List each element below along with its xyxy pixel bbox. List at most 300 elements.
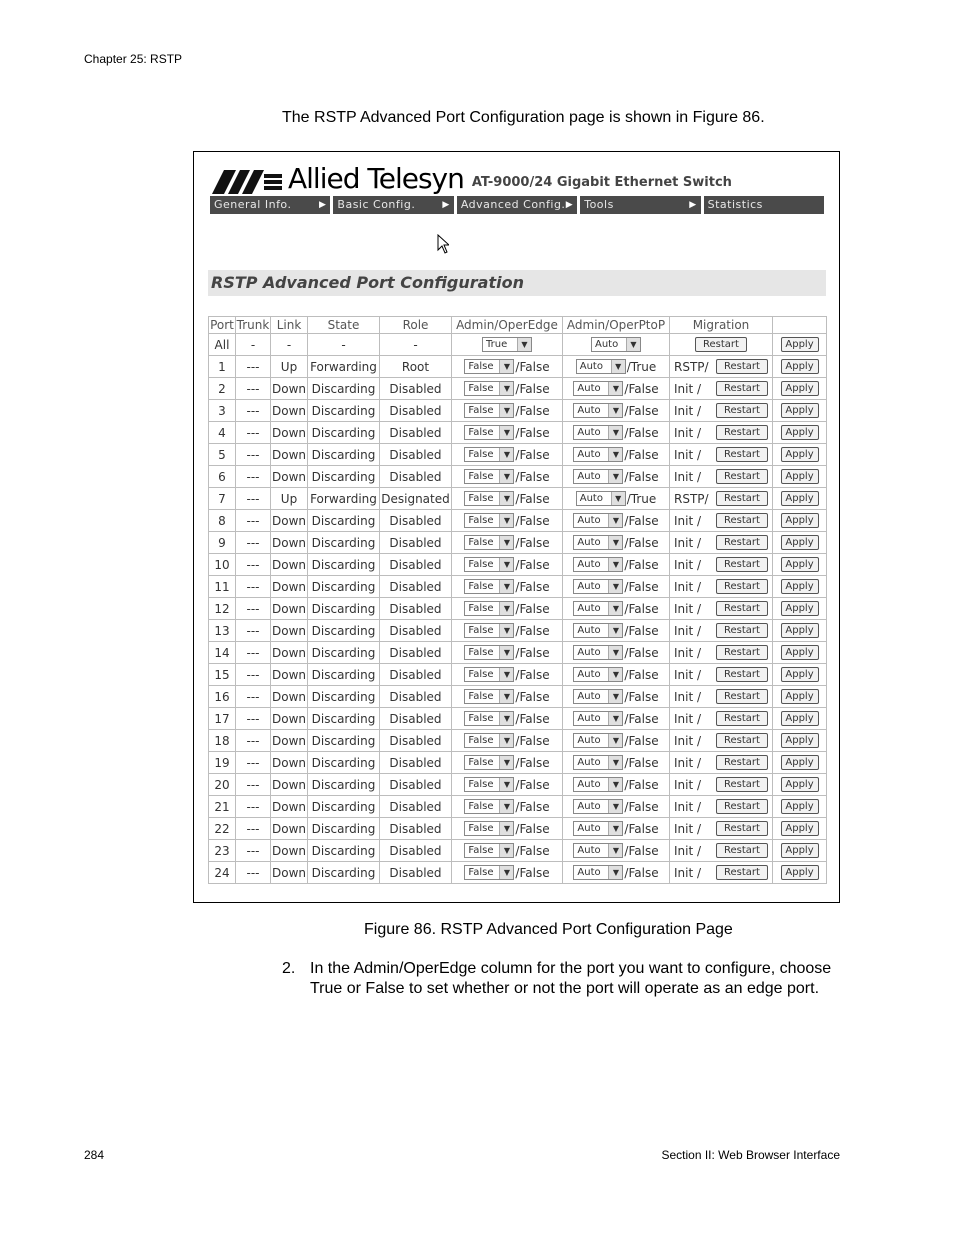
edge-select[interactable]: False ▼ bbox=[464, 623, 514, 638]
dropdown-arrow-icon: ▼ bbox=[608, 624, 622, 637]
edge-select[interactable]: False ▼ bbox=[464, 667, 514, 682]
restart-button[interactable]: Restart bbox=[716, 447, 768, 462]
table-row bbox=[209, 598, 827, 620]
edge-select[interactable]: False ▼ bbox=[464, 425, 514, 440]
apply-button[interactable]: Apply bbox=[781, 403, 819, 418]
state-cell: Discarding bbox=[308, 620, 380, 642]
role-cell: Disabled bbox=[380, 840, 452, 862]
oper-ptop-value: /False bbox=[624, 843, 659, 858]
dropdown-arrow-icon: ▼ bbox=[499, 822, 513, 835]
role-cell: Disabled bbox=[380, 752, 452, 774]
role-cell: Designated bbox=[380, 488, 452, 510]
apply-button[interactable]: Apply bbox=[781, 755, 819, 770]
trunk-cell: --- bbox=[236, 774, 271, 796]
table-row bbox=[209, 466, 827, 488]
table-row bbox=[209, 510, 827, 532]
state-cell: Discarding bbox=[308, 532, 380, 554]
trunk-cell: --- bbox=[236, 356, 271, 378]
restart-button[interactable]: Restart bbox=[716, 469, 768, 484]
link-cell: Down bbox=[271, 598, 308, 620]
ptop-select[interactable]: Auto ▼ bbox=[573, 381, 623, 396]
edge-select[interactable]: False ▼ bbox=[464, 381, 514, 396]
ptop-cell bbox=[563, 334, 670, 356]
restart-button[interactable]: Restart bbox=[716, 513, 768, 528]
edge-select[interactable]: False ▼ bbox=[464, 821, 514, 836]
dropdown-arrow-icon: ▼ bbox=[499, 602, 513, 615]
migration-value: Init / bbox=[674, 755, 702, 770]
oper-ptop-value: /False bbox=[624, 425, 659, 440]
apply-button[interactable]: Apply bbox=[781, 711, 819, 726]
edge-select[interactable]: False ▼ bbox=[464, 711, 514, 726]
apply-button[interactable]: Apply bbox=[781, 557, 819, 572]
oper-edge-value: /False bbox=[515, 579, 550, 594]
dropdown-arrow-icon: ▼ bbox=[499, 690, 513, 703]
port-cell: 23 bbox=[209, 840, 236, 862]
oper-edge-value: /False bbox=[515, 645, 550, 660]
table-row bbox=[209, 840, 827, 862]
trunk-cell: --- bbox=[236, 686, 271, 708]
brand-header bbox=[212, 160, 732, 194]
apply-button[interactable]: Apply bbox=[781, 689, 819, 704]
port-cell: 15 bbox=[209, 664, 236, 686]
role-cell: Disabled bbox=[380, 400, 452, 422]
allied-telesyn-logo-icon bbox=[212, 168, 282, 194]
oper-edge-value: /False bbox=[515, 359, 550, 374]
page-title: RSTP Advanced Port Configuration bbox=[211, 273, 524, 292]
nav-tools[interactable]: Tools ▶ bbox=[580, 196, 700, 214]
dropdown-arrow-icon: ▼ bbox=[499, 866, 513, 879]
role-cell: Disabled bbox=[380, 730, 452, 752]
edge-cell bbox=[452, 620, 563, 642]
port-cell: 9 bbox=[209, 532, 236, 554]
link-cell: Up bbox=[271, 356, 308, 378]
role-cell: Disabled bbox=[380, 466, 452, 488]
apply-button[interactable]: Apply bbox=[781, 579, 819, 594]
oper-ptop-value: /False bbox=[624, 711, 659, 726]
trunk-cell: --- bbox=[236, 488, 271, 510]
oper-ptop-value: /False bbox=[624, 865, 659, 880]
edge-select[interactable]: False ▼ bbox=[464, 601, 514, 616]
restart-button[interactable]: Restart bbox=[716, 579, 768, 594]
migration-value: Init / bbox=[674, 425, 702, 440]
migration-value: Init / bbox=[674, 733, 702, 748]
all-apply-button[interactable]: Apply bbox=[781, 337, 819, 352]
edge-cell bbox=[452, 378, 563, 400]
ptop-cell bbox=[563, 796, 670, 818]
migration-cell bbox=[670, 334, 773, 356]
migration-cell bbox=[670, 620, 773, 642]
apply-button[interactable]: Apply bbox=[781, 777, 819, 792]
figure-caption: Figure 86. RSTP Advanced Port Configuration Page bbox=[364, 921, 733, 938]
migration-value: Init / bbox=[674, 623, 702, 638]
oper-edge-value: /False bbox=[515, 469, 550, 484]
edge-select[interactable]: False ▼ bbox=[464, 359, 514, 374]
migration-value: Init / bbox=[674, 513, 702, 528]
role-cell: Disabled bbox=[380, 664, 452, 686]
dropdown-arrow-icon: ▼ bbox=[499, 558, 513, 571]
apply-button[interactable]: Apply bbox=[781, 491, 819, 506]
ptop-select[interactable]: Auto ▼ bbox=[573, 865, 623, 880]
edge-select[interactable]: False ▼ bbox=[464, 777, 514, 792]
migration-value: Init / bbox=[674, 799, 702, 814]
restart-button[interactable]: Restart bbox=[716, 645, 768, 660]
dropdown-arrow-icon: ▼ bbox=[608, 404, 622, 417]
table-row bbox=[209, 576, 827, 598]
dropdown-arrow-icon: ▼ bbox=[608, 382, 622, 395]
edge-select[interactable]: False ▼ bbox=[464, 865, 514, 880]
dropdown-arrow-icon: ▼ bbox=[608, 514, 622, 527]
apply-cell bbox=[773, 664, 827, 686]
table-row bbox=[209, 400, 827, 422]
apply-button[interactable]: Apply bbox=[781, 667, 819, 682]
apply-cell bbox=[773, 488, 827, 510]
ptop-cell bbox=[563, 818, 670, 840]
apply-button[interactable]: Apply bbox=[781, 601, 819, 616]
link-cell: Down bbox=[271, 620, 308, 642]
edge-select[interactable]: False ▼ bbox=[464, 491, 514, 506]
state-cell: Discarding bbox=[308, 510, 380, 532]
trunk-cell: --- bbox=[236, 840, 271, 862]
trunk-cell: --- bbox=[236, 664, 271, 686]
restart-button[interactable]: Restart bbox=[716, 557, 768, 572]
edge-select[interactable]: False ▼ bbox=[464, 689, 514, 704]
edge-cell bbox=[452, 774, 563, 796]
link-cell: Down bbox=[271, 576, 308, 598]
edge-select[interactable]: False ▼ bbox=[464, 535, 514, 550]
apply-button[interactable]: Apply bbox=[781, 645, 819, 660]
nav-bar bbox=[210, 196, 824, 214]
migration-cell bbox=[670, 752, 773, 774]
port-cell: 24 bbox=[209, 862, 236, 884]
restart-button[interactable]: Restart bbox=[716, 381, 768, 396]
ptop-select[interactable]: Auto ▼ bbox=[573, 513, 623, 528]
ptop-select[interactable]: Auto ▼ bbox=[573, 579, 623, 594]
restart-button[interactable]: Restart bbox=[716, 799, 768, 814]
col-admin-oper-ptop: Admin/OperPtoP bbox=[563, 317, 670, 334]
state-cell: Discarding bbox=[308, 378, 380, 400]
brand-name: Allied Telesyn bbox=[288, 162, 464, 195]
apply-button[interactable]: Apply bbox=[781, 381, 819, 396]
edge-select[interactable]: False ▼ bbox=[464, 799, 514, 814]
all-edge-select[interactable]: True ▼ bbox=[482, 337, 532, 352]
trunk-cell: --- bbox=[236, 598, 271, 620]
trunk-cell: --- bbox=[236, 422, 271, 444]
ptop-select[interactable]: Auto ▼ bbox=[573, 601, 623, 616]
col-link: Link bbox=[271, 317, 308, 334]
ptop-select[interactable]: Auto ▼ bbox=[573, 711, 623, 726]
port-config-table bbox=[208, 316, 827, 884]
restart-button[interactable]: Restart bbox=[716, 535, 768, 550]
port-cell: 2 bbox=[209, 378, 236, 400]
nav-statistics[interactable]: Statistics bbox=[704, 196, 824, 214]
ptop-cell bbox=[563, 620, 670, 642]
role-cell: Disabled bbox=[380, 510, 452, 532]
apply-button[interactable]: Apply bbox=[781, 425, 819, 440]
restart-button[interactable]: Restart bbox=[716, 359, 768, 374]
oper-ptop-value: /False bbox=[624, 403, 659, 418]
ptop-select[interactable]: Auto ▼ bbox=[573, 645, 623, 660]
nav-advanced-config[interactable]: Advanced Config. ▶ bbox=[457, 196, 577, 214]
ptop-select[interactable]: Auto ▼ bbox=[573, 733, 623, 748]
edge-select[interactable]: False ▼ bbox=[464, 403, 514, 418]
ptop-select[interactable]: Auto ▼ bbox=[573, 843, 623, 858]
state-cell: Forwarding bbox=[308, 488, 380, 510]
ptop-select[interactable]: Auto ▼ bbox=[573, 469, 623, 484]
oper-edge-value: /False bbox=[515, 381, 550, 396]
apply-button[interactable]: Apply bbox=[781, 447, 819, 462]
ptop-select[interactable]: Auto ▼ bbox=[573, 623, 623, 638]
migration-value: Init / bbox=[674, 645, 702, 660]
edge-select[interactable]: False ▼ bbox=[464, 755, 514, 770]
dropdown-arrow-icon: ▼ bbox=[608, 668, 622, 681]
apply-button[interactable]: Apply bbox=[781, 535, 819, 550]
dropdown-arrow-icon: ▼ bbox=[608, 756, 622, 769]
migration-cell bbox=[670, 708, 773, 730]
edge-cell bbox=[452, 752, 563, 774]
apply-button[interactable]: Apply bbox=[781, 821, 819, 836]
apply-button[interactable]: Apply bbox=[781, 469, 819, 484]
role-cell: Disabled bbox=[380, 774, 452, 796]
edge-cell bbox=[452, 642, 563, 664]
ptop-cell bbox=[563, 378, 670, 400]
restart-button[interactable]: Restart bbox=[716, 865, 768, 880]
nav-basic-config[interactable]: Basic Config. ▶ bbox=[333, 196, 453, 214]
port-cell: 22 bbox=[209, 818, 236, 840]
all-restart-button[interactable]: Restart bbox=[695, 337, 747, 352]
apply-cell bbox=[773, 598, 827, 620]
edge-select[interactable]: False ▼ bbox=[464, 579, 514, 594]
nav-arrow-icon: ▶ bbox=[565, 200, 574, 210]
trunk-cell: --- bbox=[236, 510, 271, 532]
state-cell: Discarding bbox=[308, 642, 380, 664]
ptop-select[interactable]: Auto ▼ bbox=[573, 689, 623, 704]
migration-cell bbox=[670, 818, 773, 840]
ptop-cell bbox=[563, 532, 670, 554]
migration-value: Init / bbox=[674, 403, 702, 418]
nav-arrow-icon: ▶ bbox=[318, 200, 327, 210]
edge-cell bbox=[452, 796, 563, 818]
dropdown-arrow-icon: ▼ bbox=[611, 360, 625, 373]
all-ptop-select[interactable]: Auto ▼ bbox=[591, 337, 641, 352]
oper-ptop-value: /False bbox=[624, 557, 659, 572]
apply-cell bbox=[773, 532, 827, 554]
edge-select[interactable]: False ▼ bbox=[464, 843, 514, 858]
apply-button[interactable]: Apply bbox=[781, 359, 819, 374]
dropdown-arrow-icon: ▼ bbox=[499, 404, 513, 417]
edge-cell bbox=[452, 576, 563, 598]
edge-select[interactable]: False ▼ bbox=[464, 513, 514, 528]
port-cell: 16 bbox=[209, 686, 236, 708]
ptop-select[interactable]: Auto ▼ bbox=[576, 491, 626, 506]
migration-cell bbox=[670, 532, 773, 554]
port-cell: All bbox=[209, 334, 236, 356]
edge-select[interactable]: False ▼ bbox=[464, 469, 514, 484]
ptop-select[interactable]: Auto ▼ bbox=[573, 755, 623, 770]
apply-cell bbox=[773, 444, 827, 466]
ptop-cell bbox=[563, 730, 670, 752]
dropdown-arrow-icon: ▼ bbox=[499, 646, 513, 659]
edge-cell bbox=[452, 730, 563, 752]
trunk-cell: --- bbox=[236, 400, 271, 422]
oper-edge-value: /False bbox=[515, 843, 550, 858]
trunk-cell: --- bbox=[236, 862, 271, 884]
migration-value: Init / bbox=[674, 667, 702, 682]
port-cell: 8 bbox=[209, 510, 236, 532]
table-row bbox=[209, 730, 827, 752]
edge-cell bbox=[452, 444, 563, 466]
restart-button[interactable]: Restart bbox=[716, 491, 768, 506]
apply-button[interactable]: Apply bbox=[781, 865, 819, 880]
port-cell: 7 bbox=[209, 488, 236, 510]
apply-cell bbox=[773, 774, 827, 796]
edge-select[interactable]: False ▼ bbox=[464, 557, 514, 572]
restart-button[interactable]: Restart bbox=[716, 623, 768, 638]
edge-select[interactable]: False ▼ bbox=[464, 645, 514, 660]
ptop-select[interactable]: Auto ▼ bbox=[573, 403, 623, 418]
edge-cell bbox=[452, 686, 563, 708]
state-cell: Discarding bbox=[308, 554, 380, 576]
ptop-cell bbox=[563, 554, 670, 576]
link-cell: Down bbox=[271, 840, 308, 862]
ptop-cell bbox=[563, 444, 670, 466]
ptop-select[interactable]: Auto ▼ bbox=[573, 557, 623, 572]
col-trunk: Trunk bbox=[236, 318, 270, 332]
edge-cell bbox=[452, 708, 563, 730]
oper-edge-value: /False bbox=[515, 865, 550, 880]
apply-button[interactable]: Apply bbox=[781, 733, 819, 748]
edge-cell bbox=[452, 664, 563, 686]
apply-button[interactable]: Apply bbox=[781, 513, 819, 528]
restart-button[interactable]: Restart bbox=[716, 667, 768, 682]
dropdown-arrow-icon: ▼ bbox=[499, 712, 513, 725]
role-cell: - bbox=[380, 334, 452, 356]
edge-select[interactable]: False ▼ bbox=[464, 733, 514, 748]
oper-edge-value: /False bbox=[515, 403, 550, 418]
restart-button[interactable]: Restart bbox=[716, 711, 768, 726]
role-cell: Disabled bbox=[380, 620, 452, 642]
restart-button[interactable]: Restart bbox=[716, 425, 768, 440]
table-row bbox=[209, 378, 827, 400]
oper-ptop-value: /False bbox=[624, 447, 659, 462]
migration-value: Init / bbox=[674, 865, 702, 880]
ptop-cell bbox=[563, 400, 670, 422]
restart-button[interactable]: Restart bbox=[716, 755, 768, 770]
oper-edge-value: /False bbox=[515, 755, 550, 770]
edge-cell bbox=[452, 334, 563, 356]
dropdown-arrow-icon: ▼ bbox=[517, 338, 531, 351]
restart-button[interactable]: Restart bbox=[716, 601, 768, 616]
restart-button[interactable]: Restart bbox=[716, 777, 768, 792]
step-text: In the Admin/OperEdge column for the port you want to configure, choose True or False to set whether or not the port will operate as an edge port. bbox=[310, 960, 832, 997]
migration-value: Init / bbox=[674, 469, 702, 484]
ptop-cell bbox=[563, 752, 670, 774]
table-row bbox=[209, 444, 827, 466]
apply-button[interactable]: Apply bbox=[781, 843, 819, 858]
trunk-cell: --- bbox=[236, 576, 271, 598]
dropdown-arrow-icon: ▼ bbox=[608, 778, 622, 791]
apply-cell bbox=[773, 840, 827, 862]
apply-cell bbox=[773, 334, 827, 356]
role-cell: Disabled bbox=[380, 862, 452, 884]
table-row bbox=[209, 752, 827, 774]
migration-cell bbox=[670, 598, 773, 620]
oper-ptop-value: /False bbox=[624, 799, 659, 814]
dropdown-arrow-icon: ▼ bbox=[499, 756, 513, 769]
role-cell: Root bbox=[380, 356, 452, 378]
apply-cell bbox=[773, 510, 827, 532]
dropdown-arrow-icon: ▼ bbox=[499, 536, 513, 549]
apply-cell bbox=[773, 576, 827, 598]
apply-button[interactable]: Apply bbox=[781, 623, 819, 638]
ptop-select[interactable]: Auto ▼ bbox=[573, 777, 623, 792]
link-cell: Down bbox=[271, 708, 308, 730]
apply-cell bbox=[773, 752, 827, 774]
dropdown-arrow-icon: ▼ bbox=[608, 602, 622, 615]
trunk-cell: --- bbox=[236, 708, 271, 730]
link-cell: Down bbox=[271, 532, 308, 554]
dropdown-arrow-icon: ▼ bbox=[499, 668, 513, 681]
oper-edge-value: /False bbox=[515, 425, 550, 440]
restart-button[interactable]: Restart bbox=[716, 843, 768, 858]
migration-cell bbox=[670, 444, 773, 466]
restart-button[interactable]: Restart bbox=[716, 821, 768, 836]
edge-cell bbox=[452, 818, 563, 840]
oper-ptop-value: /False bbox=[624, 623, 659, 638]
link-cell: Down bbox=[271, 466, 308, 488]
migration-cell bbox=[670, 488, 773, 510]
dropdown-arrow-icon: ▼ bbox=[608, 822, 622, 835]
ptop-select[interactable]: Auto ▼ bbox=[573, 425, 623, 440]
link-cell: Down bbox=[271, 730, 308, 752]
ptop-cell bbox=[563, 466, 670, 488]
restart-button[interactable]: Restart bbox=[716, 403, 768, 418]
ptop-select[interactable]: Auto ▼ bbox=[576, 359, 626, 374]
trunk-cell: --- bbox=[236, 796, 271, 818]
apply-cell bbox=[773, 378, 827, 400]
port-cell: 13 bbox=[209, 620, 236, 642]
migration-cell bbox=[670, 466, 773, 488]
migration-cell bbox=[670, 576, 773, 598]
ptop-select[interactable]: Auto ▼ bbox=[573, 667, 623, 682]
section-footer: Section II: Web Browser Interface bbox=[661, 1148, 840, 1162]
migration-value: Init / bbox=[674, 711, 702, 726]
dropdown-arrow-icon: ▼ bbox=[608, 558, 622, 571]
migration-value: Init / bbox=[674, 557, 702, 572]
migration-cell bbox=[670, 554, 773, 576]
edge-select[interactable]: False ▼ bbox=[464, 447, 514, 462]
link-cell: Down bbox=[271, 752, 308, 774]
ptop-select[interactable]: Auto ▼ bbox=[573, 447, 623, 462]
col-migration: Migration bbox=[670, 317, 773, 334]
apply-button[interactable]: Apply bbox=[781, 799, 819, 814]
ptop-select[interactable]: Auto ▼ bbox=[573, 799, 623, 814]
dropdown-arrow-icon: ▼ bbox=[608, 426, 622, 439]
restart-button[interactable]: Restart bbox=[716, 689, 768, 704]
apply-cell bbox=[773, 686, 827, 708]
nav-general-info[interactable]: General Info. ▶ bbox=[210, 196, 330, 214]
apply-cell bbox=[773, 620, 827, 642]
dropdown-arrow-icon: ▼ bbox=[499, 844, 513, 857]
ptop-select[interactable]: Auto ▼ bbox=[573, 821, 623, 836]
all-ports-row bbox=[209, 334, 827, 356]
restart-button[interactable]: Restart bbox=[716, 733, 768, 748]
oper-edge-value: /False bbox=[515, 535, 550, 550]
ptop-select[interactable]: Auto ▼ bbox=[573, 535, 623, 550]
oper-edge-value: /False bbox=[515, 513, 550, 528]
table-row bbox=[209, 796, 827, 818]
ptop-cell bbox=[563, 708, 670, 730]
migration-value: RSTP/ bbox=[674, 359, 709, 374]
